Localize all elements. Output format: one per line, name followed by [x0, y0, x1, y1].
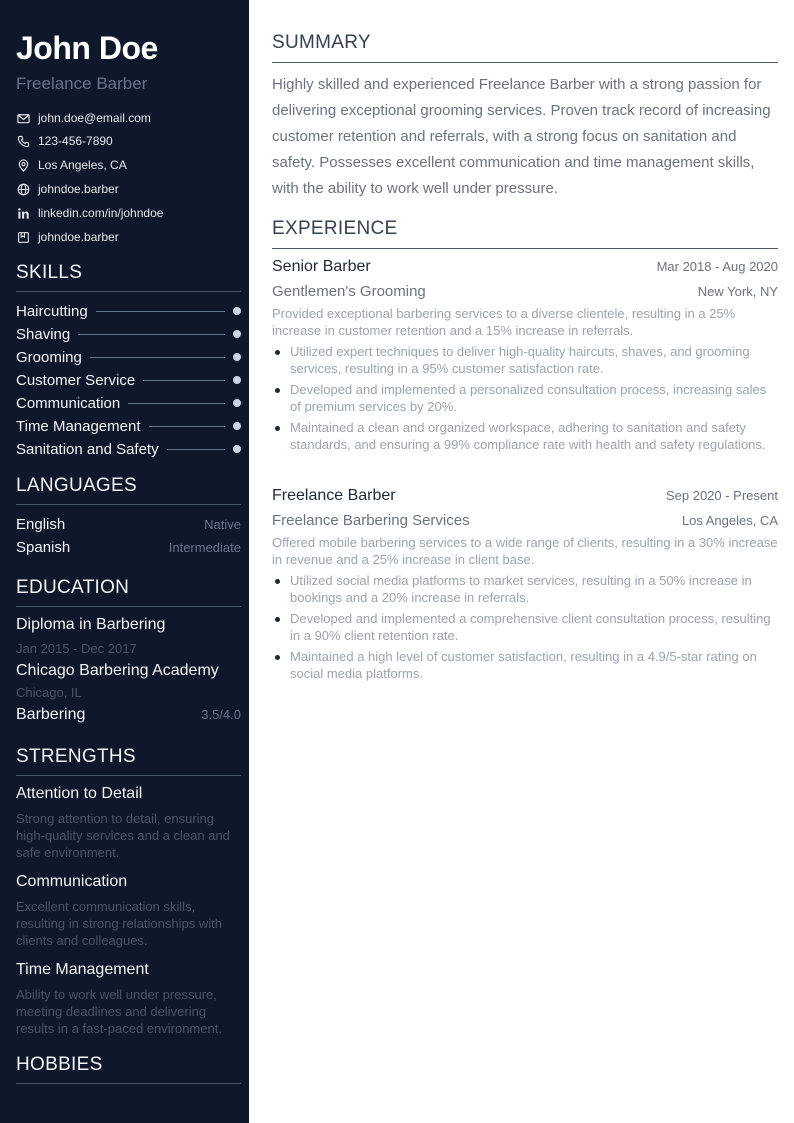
job-subheader — [272, 283, 778, 300]
skill-label: Haircutting — [16, 302, 88, 320]
contact-linkedin[interactable] — [16, 203, 241, 223]
job-company: Gentlemen's Grooming — [272, 283, 426, 300]
job-title: Freelance Barber — [272, 487, 396, 504]
language-level: Native — [204, 516, 241, 532]
contact-email[interactable] — [16, 108, 241, 128]
skill-label: Shaving — [16, 325, 71, 343]
education-heading: EDUCATION — [16, 577, 241, 607]
job-bullet: Utilized social media platforms to market services, resulting in a 50% increase in bookings and a 20% increase in referrals. — [272, 572, 778, 606]
candidate-name: John Doe — [16, 30, 158, 66]
job-description: Provided exceptional barbering services to a diverse clientele, resulting in a 25% increase in customer retention and a 15% increase in referrals. — [272, 306, 736, 338]
education-gpa: 3.5/4.0 — [201, 707, 241, 722]
skill-item — [16, 393, 241, 413]
contact-phone[interactable] — [16, 131, 241, 151]
education-field-row — [16, 706, 241, 724]
skill-line — [128, 403, 225, 404]
job-location: New York, NY — [697, 284, 778, 299]
skill-dot — [233, 353, 241, 361]
phone-icon — [16, 134, 30, 148]
strength-title: Attention to Detail — [16, 785, 143, 802]
language-level: Intermediate — [168, 539, 241, 555]
globe-icon — [16, 182, 30, 196]
summary-heading: SUMMARY — [272, 32, 778, 63]
skill-item — [16, 439, 241, 459]
skill-label: Customer Service — [16, 371, 136, 389]
strength-desc: Ability to work well under pressure, meeting deadlines and delivering results in a fast-paced environment. — [16, 987, 222, 1036]
linkedin-icon — [16, 206, 30, 220]
job-bullet: Developed and implemented a comprehensive client consultation process, resulting in a 90% client retention rate. — [272, 610, 778, 644]
education-location: Chicago, IL — [16, 685, 82, 700]
education-field: Barbering — [16, 706, 86, 723]
skill-line — [96, 311, 225, 312]
education-degree: Diploma in Barbering — [16, 616, 166, 633]
language-item — [16, 514, 241, 534]
skill-item — [16, 347, 241, 367]
skill-line — [143, 380, 225, 381]
skill-dot — [233, 445, 241, 453]
strength-title: Time Management — [16, 961, 149, 978]
skill-line — [149, 426, 226, 427]
job-dates: Sep 2020 - Present — [665, 488, 778, 503]
contact-portfolio-text: johndoe.barber — [38, 230, 119, 244]
contact-email-text: john.doe@email.com — [38, 111, 151, 125]
education-school: Chicago Barbering Academy — [16, 662, 219, 679]
skill-item — [16, 324, 241, 344]
candidate-role: Freelance Barber — [16, 74, 148, 93]
skill-line — [90, 357, 225, 358]
contact-location-text: Los Angeles, CA — [38, 158, 127, 172]
languages-heading: LANGUAGES — [16, 475, 241, 505]
job-bullet: Maintained a high level of customer satisfaction, resulting in a 4.9/5-star rating on social media platforms. — [272, 648, 778, 682]
strength-desc: Strong attention to detail, ensuring high-quality services and a clean and safe environment. — [16, 811, 230, 860]
skill-item — [16, 301, 241, 321]
experience-heading: EXPERIENCE — [272, 218, 778, 249]
strength-title: Communication — [16, 873, 128, 890]
job-bullets — [272, 572, 778, 686]
job-description: Offered mobile barbering services to a wide range of clients, resulting in a 30% increase in revenue and a 25% increase in client base. — [272, 535, 778, 567]
sidebar — [0, 0, 249, 1123]
skill-label: Time Management — [16, 417, 141, 435]
language-name: English — [16, 515, 66, 533]
strength-desc: Excellent communication skills, resulting in strong relationships with clients and colleagues. — [16, 899, 222, 948]
skill-line — [167, 449, 225, 450]
language-item — [16, 537, 241, 557]
contact-website[interactable] — [16, 179, 241, 199]
skill-dot — [233, 399, 241, 407]
education-dates: Jan 2015 - Dec 2017 — [16, 641, 137, 656]
map-pin-icon — [16, 158, 30, 172]
contact-location — [16, 155, 241, 175]
strengths-heading: STRENGTHS — [16, 746, 241, 776]
skill-item — [16, 370, 241, 390]
skill-dot — [233, 376, 241, 384]
skill-label: Grooming — [16, 348, 82, 366]
skill-label: Communication — [16, 394, 121, 412]
job-company: Freelance Barbering Services — [272, 512, 470, 529]
hobbies-heading: HOBBIES — [16, 1054, 241, 1084]
summary-text: Highly skilled and experienced Freelance Barber with a strong passion for delivering exceptional grooming services. Proven track record of increasing customer retention and referrals, with a strong focus on sanitation and safety. Possesses excellent communication and time management skills, with the ability to work well under pressure. — [272, 76, 771, 197]
job-bullet: Maintained a clean and organized workspace, adhering to sanitation and safety standards, and ensuring a 99% compliance rate with health and safety regulations. — [272, 419, 778, 453]
job-subheader — [272, 512, 778, 529]
job-bullets — [272, 343, 778, 457]
skill-dot — [233, 330, 241, 338]
language-name: Spanish — [16, 538, 71, 556]
job-dates: Mar 2018 - Aug 2020 — [656, 259, 778, 274]
skill-dot — [233, 422, 241, 430]
contact-linkedin-text: linkedin.com/in/johndoe — [38, 206, 164, 220]
contact-website-text: johndoe.barber — [38, 182, 119, 196]
job-title: Senior Barber — [272, 258, 371, 275]
skill-label: Sanitation and Safety — [16, 440, 159, 458]
contact-portfolio[interactable] — [16, 227, 241, 247]
job-bullet: Utilized expert techniques to deliver high-quality haircuts, shaves, and grooming services, resulting in a 95% customer satisfaction rate. — [272, 343, 778, 377]
job-header — [272, 258, 778, 276]
job-header — [272, 487, 778, 505]
skill-line — [78, 334, 225, 335]
skill-dot — [233, 307, 241, 315]
portfolio-icon — [16, 230, 30, 244]
skills-heading: SKILLS — [16, 262, 241, 292]
job-bullet: Developed and implemented a personalized consultation process, increasing sales of premium services by 20%. — [272, 381, 778, 415]
skill-item — [16, 416, 241, 436]
envelope-icon — [16, 111, 30, 125]
contact-phone-text: 123-456-7890 — [38, 134, 113, 148]
job-location: Los Angeles, CA — [681, 513, 778, 528]
